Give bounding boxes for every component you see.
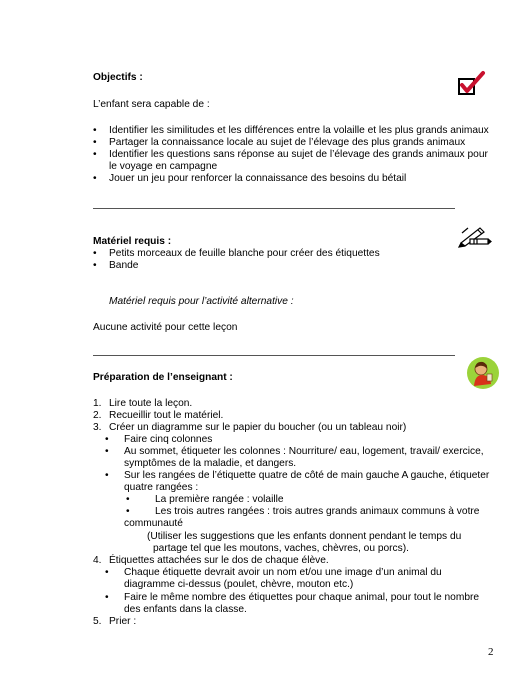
- bullet-icon: •: [93, 173, 97, 184]
- bullet-icon: •: [93, 248, 97, 259]
- list-item-continuation: symptômes de la maladie, et dangers.: [124, 458, 297, 469]
- bullet-icon: •: [105, 470, 109, 481]
- list-item-continuation: des enfants dans la classe.: [124, 604, 247, 615]
- alt-materiel-text: Aucune activité pour cette leçon: [93, 322, 238, 333]
- list-item-continuation: communauté: [124, 518, 183, 529]
- bullet-icon: •: [93, 125, 97, 136]
- list-item: La première rangée : volaille: [155, 494, 284, 505]
- list-item-continuation: quatre rangées :: [124, 482, 199, 493]
- note-text: partage tel que les moutons, vaches, chèvres, ou porcs).: [153, 543, 409, 554]
- preparation-heading: Préparation de l’enseignant :: [93, 372, 233, 383]
- bullet-icon: •: [105, 592, 109, 603]
- bullet-icon: •: [126, 494, 130, 505]
- bullet-icon: •: [105, 567, 109, 578]
- teacher-avatar-icon: [466, 356, 500, 390]
- alt-materiel-heading: Matériel requis pour l’activité alternative :: [109, 296, 294, 307]
- divider: [93, 208, 455, 209]
- bullet-icon: •: [105, 446, 109, 457]
- objectifs-intro: L’enfant sera capable de :: [93, 99, 210, 110]
- bullet-icon: •: [93, 149, 97, 160]
- page-number: 2: [488, 646, 494, 658]
- bullet-icon: •: [126, 506, 130, 517]
- note-text: (Utiliser les suggestions que les enfants donnent pendant le temps du: [147, 531, 462, 542]
- list-item: Les trois autres rangées : trois autres grands animaux communs à votre: [155, 506, 480, 517]
- bullet-icon: •: [93, 137, 97, 148]
- checkbox-check-icon: [457, 70, 487, 98]
- bullet-icon: •: [105, 434, 109, 445]
- list-item-continuation: diagramme ci-dessus (poulet, chèvre, mouton etc.): [124, 579, 354, 590]
- list-item-continuation: le voyage en campagne: [109, 161, 218, 172]
- bullet-icon: •: [93, 260, 97, 271]
- objectifs-heading: Objectifs :: [93, 72, 143, 83]
- materiel-heading: Matériel requis :: [93, 236, 172, 247]
- pencil-crayon-icon: [458, 224, 492, 248]
- divider: [93, 355, 455, 356]
